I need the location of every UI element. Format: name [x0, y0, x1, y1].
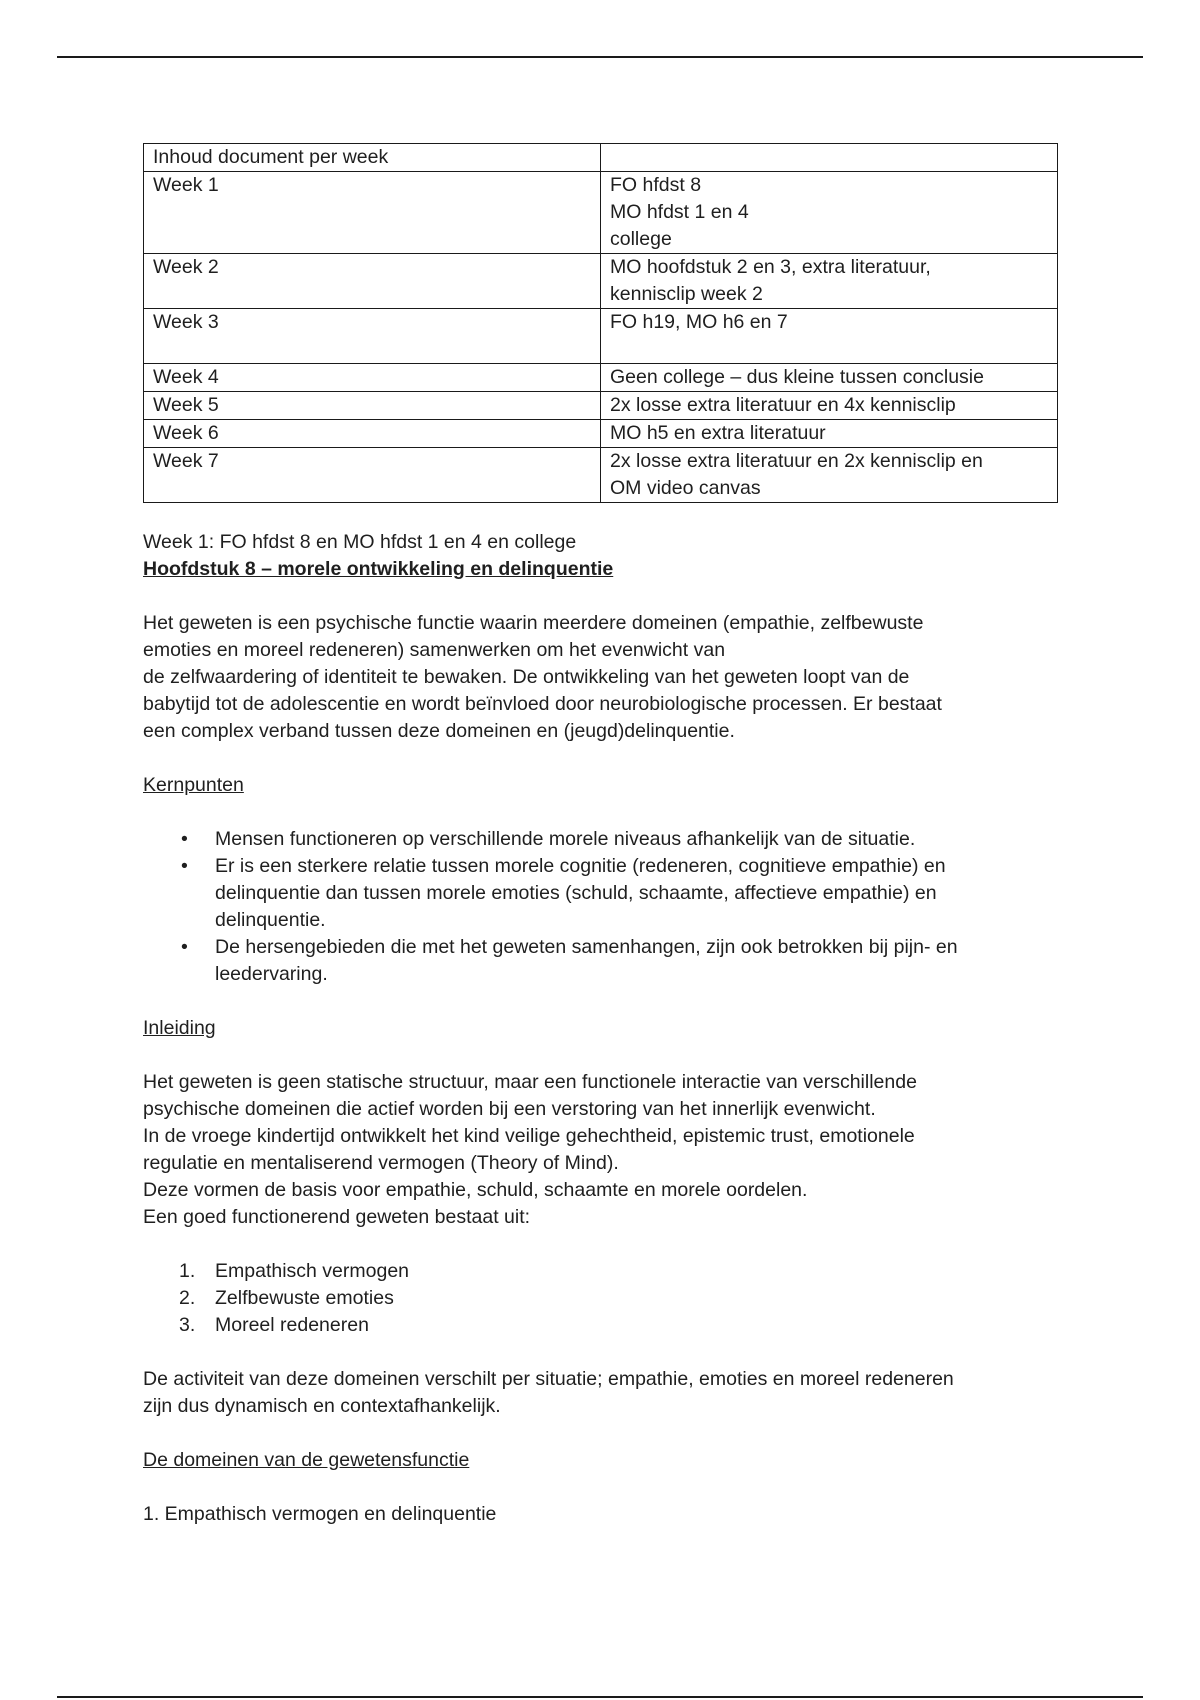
week-label: Week 5 [144, 392, 601, 420]
table-row [144, 364, 1058, 392]
week-content-line: MO h5 en extra literatuur [610, 422, 826, 444]
paragraph-line: zijn dus dynamisch en contextafhankelijk. [143, 1395, 501, 1417]
table-row [144, 420, 1058, 448]
table-header-cell: Inhoud document per week [144, 144, 601, 172]
paragraph-line: babytijd tot de adolescentie en wordt beïnvloed door neurobiologische processen. Er bestaat [143, 693, 942, 715]
table-row [144, 172, 1058, 254]
table-row [144, 392, 1058, 420]
paragraph-line: In de vroege kindertijd ontwikkelt het kind veilige gehechtheid, epistemic trust, emotionele [143, 1125, 915, 1147]
week-content [601, 448, 1058, 503]
weekly-overview-table [143, 143, 1058, 503]
week-summary-line: Week 1: FO hfdst 8 en MO hfdst 1 en 4 en college [143, 531, 577, 553]
activity-paragraph [143, 1366, 1063, 1420]
inleiding-paragraph [143, 1069, 1063, 1231]
list-number: 1. [179, 1260, 196, 1282]
week-content [601, 309, 1058, 364]
week-content-line: kennisclip week 2 [610, 283, 763, 305]
table-header-row [144, 144, 1058, 172]
week-content-line: college [610, 228, 672, 250]
table-row [144, 448, 1058, 503]
week-label: Week 6 [144, 420, 601, 448]
list-item [179, 1258, 1063, 1285]
week-content-line: OM video canvas [610, 477, 761, 499]
paragraph-line: de zelfwaardering of identiteit te bewaken. De ontwikkeling van het geweten loopt van de [143, 666, 910, 688]
week-content [601, 420, 1058, 448]
paragraph-line: Een goed functionerend geweten bestaat uit: [143, 1206, 531, 1228]
week-content-line: FO hfdst 8 [610, 174, 702, 196]
list-item-line: delinquentie dan tussen morele emoties (schuld, schaamte, affectieve empathie) en [215, 882, 937, 904]
list-item [215, 934, 1063, 988]
table-row [144, 254, 1058, 309]
chapter-title: Hoofdstuk 8 – morele ontwikkeling en delinquentie [143, 558, 614, 580]
paragraph-line: psychische domeinen die actief worden bij een verstoring van het innerlijk evenwicht. [143, 1098, 876, 1120]
list-item-line: leedervaring. [215, 963, 328, 985]
list-item [215, 826, 1063, 853]
sub-heading-empathy: 1. Empathisch vermogen en delinquentie [143, 1503, 497, 1525]
week-content-line: MO hfdst 1 en 4 [610, 201, 749, 223]
kernpunten-heading: Kernpunten [143, 774, 244, 796]
table-header-cell [601, 144, 1058, 172]
week-content-line: Geen college – dus kleine tussen conclusie [610, 366, 984, 388]
paragraph-line: een complex verband tussen deze domeinen en (jeugd)delinquentie. [143, 720, 735, 742]
footer-rule [57, 1696, 1143, 1698]
paragraph-line: De activiteit van deze domeinen verschilt per situatie; empathie, emoties en moreel redeneren [143, 1368, 954, 1390]
week-content [601, 392, 1058, 420]
week-content-line: 2x losse extra literatuur en 4x kennisclip [610, 394, 956, 416]
inleiding-heading: Inleiding [143, 1017, 216, 1039]
domeinen-heading: De domeinen van de gewetensfunctie [143, 1449, 470, 1471]
header-rule [57, 56, 1143, 58]
week-label: Week 3 [144, 309, 601, 364]
paragraph-line: Het geweten is geen statische structuur, maar een functionele interactie van verschillende [143, 1071, 917, 1093]
list-number: 2. [179, 1287, 196, 1309]
week-content-line: MO hoofdstuk 2 en 3, extra literatuur, [610, 256, 931, 278]
paragraph-line: regulatie en mentaliserend vermogen (Theory of Mind). [143, 1152, 619, 1174]
list-item [215, 853, 1063, 934]
paragraph-line: emoties en moreel redeneren) samenwerken om het evenwicht van [143, 639, 726, 661]
list-item-line: • Er is een sterkere relatie tussen morele cognitie (redeneren, cognitieve empathie) en [215, 855, 946, 877]
domains-list [143, 1258, 1063, 1339]
list-item-text: Moreel redeneren [215, 1314, 369, 1336]
list-item-line: delinquentie. [215, 909, 326, 931]
week-label: Week 7 [144, 448, 601, 503]
list-item [179, 1312, 1063, 1339]
document-body [143, 143, 1063, 1528]
list-number: 3. [179, 1314, 196, 1336]
table-row [144, 309, 1058, 364]
list-item [179, 1285, 1063, 1312]
list-item-line: • De hersengebieden die met het geweten samenhangen, zijn ook betrokken bij pijn- en [215, 936, 958, 958]
week-label: Week 2 [144, 254, 601, 309]
list-item-line: • Mensen functioneren op verschillende morele niveaus afhankelijk van de situatie. [215, 828, 916, 850]
week-label: Week 4 [144, 364, 601, 392]
week-content-line: FO h19, MO h6 en 7 [610, 311, 788, 333]
week-content-line: 2x losse extra literatuur en 2x kennisclip en [610, 450, 983, 472]
paragraph-line: Het geweten is een psychische functie waarin meerdere domeinen (empathie, zelfbewuste [143, 612, 924, 634]
kernpunten-list [143, 826, 1063, 988]
paragraph-line: Deze vormen de basis voor empathie, schuld, schaamte en morele oordelen. [143, 1179, 808, 1201]
week-content [601, 364, 1058, 392]
week-content [601, 254, 1058, 309]
intro-paragraph [143, 610, 1063, 745]
list-item-text: Zelfbewuste emoties [215, 1287, 394, 1309]
week-content-line [610, 336, 1048, 363]
week-label: Week 1 [144, 172, 601, 254]
list-item-text: Empathisch vermogen [215, 1260, 410, 1282]
week-content [601, 172, 1058, 254]
